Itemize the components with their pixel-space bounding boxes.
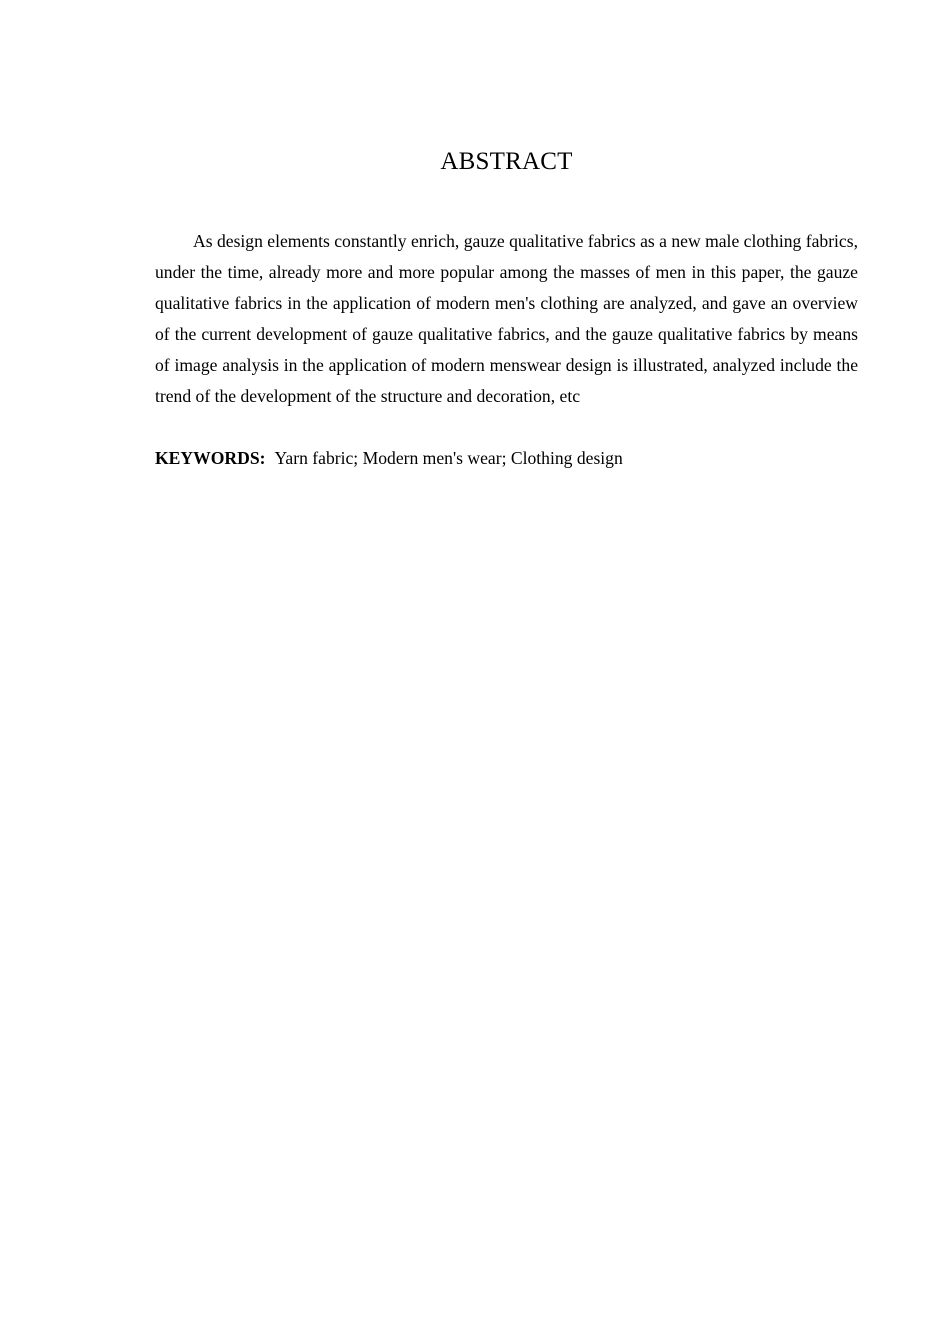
abstract-heading: ABSTRACT (440, 148, 573, 175)
abstract-paragraph: As design elements constantly enrich, gauze qualitative fabrics as a new male clothing fabrics, under the time, already more and more popular among the masses of men in this paper, the gauze qualitative fabrics in the application of modern men's clothing are analyzed, and gave an overview of the current development of gauze qualitative fabrics, and the gauze qualitative fabrics by means of image analysis in the application of modern menswear design is illustrated, analyzed include the trend of the development of the structure and decoration, etc (155, 231, 858, 406)
keywords-label: KEYWORDS: (155, 448, 266, 468)
keywords-text: Yarn fabric; Modern men's wear; Clothing design (274, 448, 623, 468)
keywords-line (155, 443, 858, 474)
